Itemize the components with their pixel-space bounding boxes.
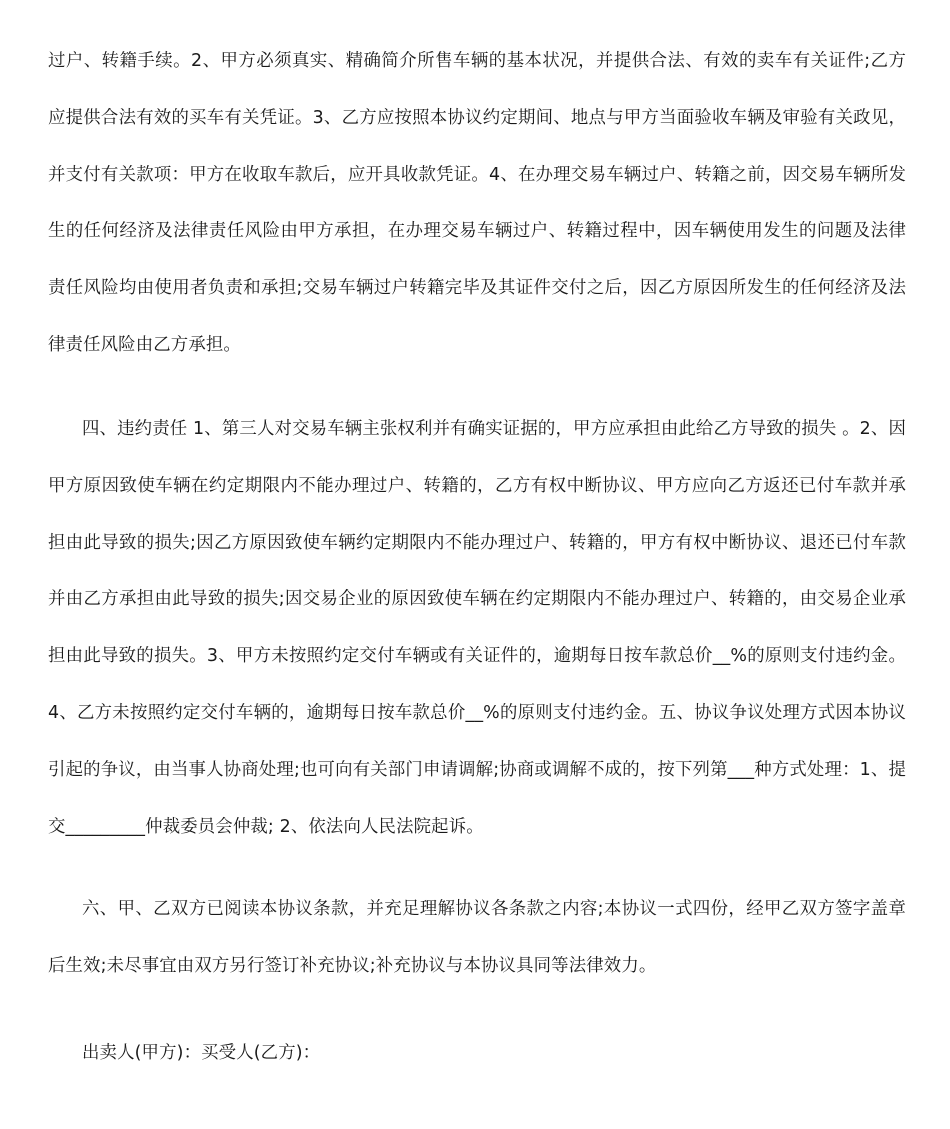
paragraph-breach-liability: 四、违约责任 1、第三人对交易车辆主张权利并有确实证据的，甲方应承担由此给乙方导致的损失 。2、因甲方原因致使车辆在约定期限内不能办理过户、转籍的，乙方有权中断协议、甲方应向乙方返还已付车款并承担由此导致的损失;因乙方原因致使车辆约定期限内不能办理过户、转籍的，甲方有权中断协议、退还已付车款并由乙方承担由此导致的损失;因交易企业的原因致使车辆在约定期限内不能办理过户、转籍的，由交易企业承担由此导致的损失。3、甲方未按照约定交付车辆或有关证件的，逾期每日按车款总价__%的原则支付违约金。4、乙方未按照约定交付车辆的，逾期每日按车款总价__%的原则支付违约金。五、协议争议处理方式因本协议引起的争议，由当事人协商处理;也可向有关部门申请调解;协商或调解不成的，按下列第___种方式处理：1、提交_________仲裁委员会仲裁; 2、依法向人民法院起诉。 — [48, 419, 906, 837]
paragraph-effectiveness: 六、甲、乙双方已阅读本协议条款，并充足理解协议各条款之内容;本协议一式四份，经甲乙双方签字盖章后生效;未尽事宜由双方另行签订补充协议;补充协议与本协议具同等法律效力。 — [48, 899, 906, 976]
paragraph-transfer-obligations: 过户、转籍手续。2、甲方必须真实、精确简介所售车辆的基本状况，并提供合法、有效的卖车有关证件;乙方应提供合法有效的买车有关凭证。3、乙方应按照本协议约定期间、地点与甲方当面验收车辆及审验有关政见，并支付有关款项：甲方在收取车款后，应开具收款凭证。4、在办理交易车辆过户、转籍之前，因交易车辆所发生的任何经济及法律责任风险由甲方承担，在办理交易车辆过户、转籍过程中，因车辆使用发生的问题及法律责任风险均由使用者负责和承担;交易车辆过户转籍完毕及其证件交付之后，因乙方原因所发生的任何经济及法律责任风险由乙方承担。 — [48, 51, 906, 355]
paragraph-signatories: 出卖人(甲方)：买受人(乙方)： — [82, 1043, 321, 1063]
